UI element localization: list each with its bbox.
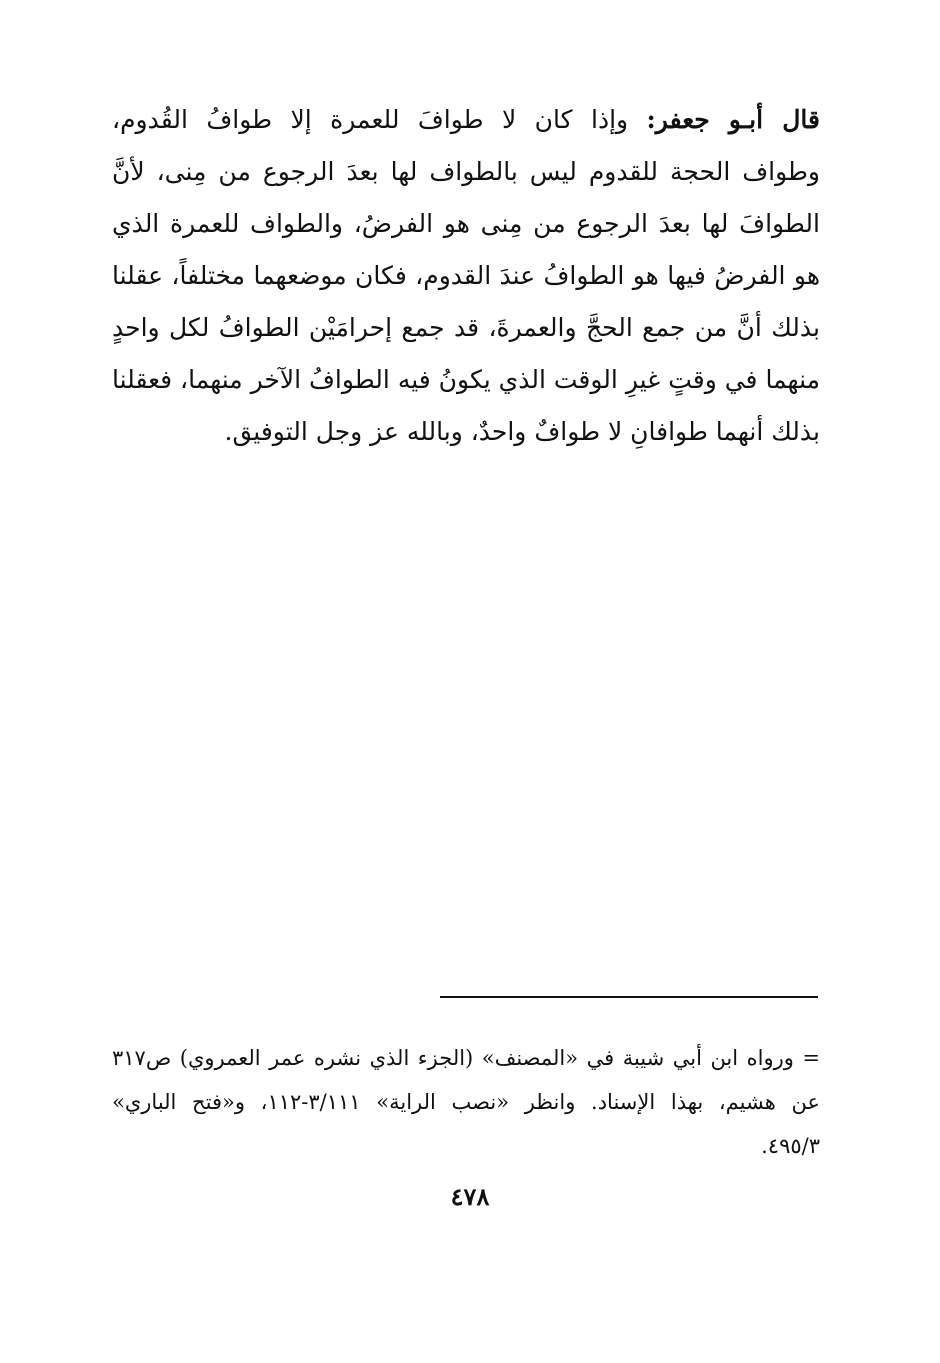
footnote-line-2: عن هشيم، بهذا الإسناد. وانظر «نصب الراية» ٣/١١١-١١٢، و«فتح الباري» — [112, 1090, 820, 1114]
text-line-5: بذلك أنَّ من جمع الحجَّ والعمرةَ، قد جمع إحرامَيْن الطوافُ لكل واحدٍ — [112, 313, 820, 342]
text-line-2: وطواف الحجة للقدوم ليس بالطواف لها بعدَ الرجوع من مِنى، لأنَّ — [112, 157, 820, 186]
page-number: ٤٧٨ — [450, 1182, 490, 1211]
footnote-divider — [440, 996, 818, 998]
text-line-1-rest: وإذا كان لا طوافَ للعمرة إلا طوافُ القُدوم، — [112, 105, 629, 134]
text-line-1 — [112, 94, 820, 146]
footnote-line-1: = ورواه ابن أبي شيبة في «المصنف» (الجزء الذي نشره عمر العمروي) ص٣١٧ — [112, 1046, 820, 1070]
footnote-line-3: ٤٩٥/٣. — [761, 1134, 820, 1158]
text-line-6: منهما في وقتٍ غيرِ الوقت الذي يكونُ فيه الطوافُ الآخر منهما، فعقلنا — [112, 365, 820, 394]
main-text-block — [112, 94, 820, 458]
speaker-name: قال أبـو جعفر: — [646, 105, 820, 134]
text-line-3: الطوافَ لها بعدَ الرجوع من مِنى هو الفرضُ، والطواف للعمرة الذي — [112, 209, 820, 238]
footnote-block — [112, 1036, 820, 1168]
text-line-7: بذلك أنهما طوافانِ لا طوافٌ واحدٌ، وبالله عز وجل التوفيق. — [224, 417, 820, 446]
text-line-4: هو الفرضُ فيها هو الطوافُ عندَ القدوم، فكان موضعهما مختلفاً، عقلنا — [112, 261, 820, 290]
